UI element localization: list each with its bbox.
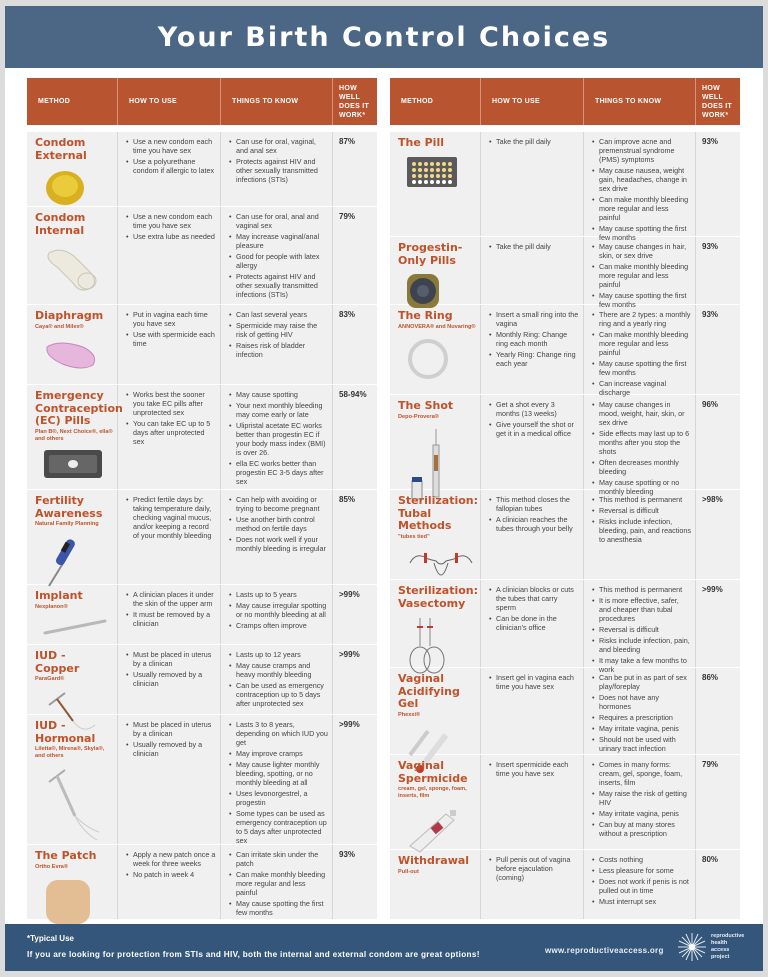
how-to-use-item: • Use extra lube as needed [126, 232, 216, 241]
things-to-know-item: • Raises risk of bladder infection [229, 341, 328, 359]
things-to-know-cell [584, 237, 696, 309]
things-to-know-item: • Can increase vaginal discharge [592, 379, 691, 397]
diaphragm-icon [43, 337, 113, 375]
things-to-know-item: • Should not be used with urinary tract infection [592, 735, 691, 753]
how-to-use-cell [481, 395, 584, 489]
how-to-use-cell [118, 207, 221, 304]
things-to-know-item: • Use another birth control method on fertile days [229, 515, 328, 533]
how-to-use-cell [481, 490, 584, 579]
how-to-use-item: • Works best the sooner you take EC pills after unprotected sex [126, 390, 216, 417]
table-row [390, 305, 740, 395]
things-to-know-cell [584, 755, 696, 849]
things-to-know-item: • Must interrupt sex [592, 897, 691, 906]
things-to-know-item: • Can irritate skin under the patch [229, 850, 328, 868]
how-to-use-item: • A clinician reaches the tubes through your belly [489, 515, 579, 533]
things-to-know-cell [584, 395, 696, 496]
effectiveness-rate: >99% [702, 585, 723, 594]
how-to-use-cell [118, 132, 221, 206]
things-to-know-item: • Cramps often improve [229, 621, 328, 630]
method-name: Condom Internal [35, 211, 86, 237]
things-to-know-item: • It may take a few months to work [592, 656, 691, 674]
things-to-know-item: • Ulipristal acetate EC works better than progestin EC if your body mass index (BMI) is over 26. [229, 421, 328, 457]
condom-internal-icon [43, 243, 113, 295]
ec-pill-pack-icon [43, 449, 113, 481]
effectiveness-rate: 96% [702, 400, 719, 409]
method-name: Withdrawal [398, 854, 470, 867]
how-to-use-item: • Usually removed by a clinician [126, 740, 216, 758]
method-cell [390, 850, 481, 919]
how-to-use-cell [118, 845, 221, 919]
how-to-use-item: • Pull penis out of vagina before ejaculation (coming) [489, 855, 579, 882]
things-to-know-item: • ella EC works better than progestin EC 3-5 days after sex [229, 459, 328, 486]
header-how-to-use: HOW TO USE [118, 78, 221, 125]
how-to-use-item: • Monthly Ring: Change ring each month [489, 330, 579, 348]
table-row [390, 132, 740, 242]
method-name: Sterilization: Vasectomy [398, 584, 479, 610]
method-cell [390, 580, 481, 667]
how-to-use-cell [118, 385, 221, 489]
page [5, 6, 763, 971]
how-to-use-item: • Predict fertile days by: taking temperature daily, checking vaginal mucus, and/or keeping a record of your monthly bleeding [126, 495, 216, 540]
things-to-know-item: • Lasts up to 12 years [229, 650, 328, 659]
things-to-know-item: • Uses levonorgestrel, a progestin [229, 789, 328, 807]
things-to-know-item: • Can use for oral, anal and vaginal sex [229, 212, 328, 230]
things-to-know-item: • Side effects may last up to 6 months after you stop the shots [592, 429, 691, 456]
how-to-use-cell [481, 755, 584, 849]
method-brand: Natural Family Planning [35, 521, 99, 527]
how-to-use-item: • Use with spermicide each time [126, 330, 216, 348]
things-to-know-item: • Can use for oral, vaginal, and anal sex [229, 137, 328, 155]
how-to-use-item: • Must be placed in uterus by a clinican [126, 720, 216, 738]
things-to-know-item: • May irritate vagina, penis [592, 809, 691, 818]
method-brand: Ortho Evra® [35, 863, 69, 870]
things-to-know-item: • May improve cramps [229, 749, 328, 758]
things-to-know-item: • Some types can be used as emergency contraception up to 5 days after unprotected sex [229, 809, 328, 845]
how-to-use-cell [118, 585, 221, 644]
table-row [27, 645, 377, 715]
table-body [390, 132, 740, 920]
method-brand: Depo-Provera® [398, 413, 439, 420]
things-to-know-item: • May cause spotting the first few months [592, 359, 691, 377]
things-to-know-item: • May irritate vagina, penis [592, 724, 691, 733]
how-to-use-item: • Must be placed in uterus by a clinican [126, 650, 216, 668]
header-how-to-use: HOW TO USE [481, 78, 584, 125]
method-brand: ANNOVERA® and Nuvaring® [398, 323, 476, 330]
things-to-know-item: • Reversal is difficult [592, 506, 691, 515]
method-name: IUD - Hormonal [35, 719, 96, 745]
implant-rod-icon [43, 617, 113, 639]
header-method: METHOD [390, 78, 481, 125]
method-brand: Liletta®, Mirena®, Skyla®, and others [35, 746, 105, 759]
things-to-know-cell [221, 845, 333, 919]
things-to-know-cell [584, 490, 696, 579]
how-to-use-item: • No patch in week 4 [126, 870, 216, 879]
table-row [27, 305, 377, 385]
effectiveness-rate: 93% [702, 242, 719, 251]
how-to-use-item: • Use a new condom each time you have sex [126, 137, 216, 155]
how-to-use-cell [481, 668, 584, 754]
things-to-know-item: • Can be used as emergency contraception up to 5 days after unprotected sex [229, 681, 328, 708]
table-row [27, 715, 377, 845]
things-to-know-cell [221, 490, 333, 584]
method-cell [390, 755, 481, 849]
things-to-know-item: • Can last several years [229, 310, 328, 319]
things-to-know-cell [221, 132, 333, 206]
thermometer-icon [43, 534, 113, 592]
things-to-know-item: • There are 2 types: a monthly ring and a yearly ring [592, 310, 691, 328]
header-method: METHOD [27, 78, 118, 125]
how-to-use-item: • Get a shot every 3 months (13 weeks) [489, 400, 579, 418]
things-to-know-item: • May cause spotting the first few months [229, 899, 328, 917]
method-cell [27, 645, 118, 714]
things-to-know-item: • This method is permanent [592, 495, 691, 504]
method-cell [27, 305, 118, 384]
method-cell [390, 490, 481, 579]
table-row [27, 490, 377, 585]
things-to-know-item: • May cause lighter monthly bleeding, spotting, or no monthly bleeding at all [229, 760, 328, 787]
how-to-use-item: • Put in vagina each time you have sex [126, 310, 216, 328]
method-brand: "tubes tied" [398, 533, 430, 540]
things-to-know-item: • Less pleasure for some [592, 866, 691, 875]
method-brand: Plan B®, Next Choice®, ella® and others [35, 428, 113, 442]
table-body [27, 132, 377, 920]
header-effectiveness: HOW WELL DOES IT WORK* [702, 84, 733, 119]
effectiveness-rate: 79% [702, 760, 719, 769]
things-to-know-item: • Can make monthly bleeding more regular and less painful [592, 330, 691, 357]
things-to-know-item: • Can improve acne and premenstrual syndrome (PMS) symptoms [592, 137, 691, 164]
things-to-know-item: • Your next monthly bleeding may come early or late [229, 401, 328, 419]
things-to-know-item: • Can help with avoiding or trying to become pregnant [229, 495, 328, 513]
how-to-use-item: • It must be removed by a clinician [126, 610, 216, 628]
table-row [390, 668, 740, 755]
things-to-know-cell [584, 668, 696, 754]
method-brand: cream, gel, sponge, foam, inserts, film [398, 786, 467, 799]
method-cell [390, 305, 481, 394]
website-link[interactable]: www.reproductiveaccess.org [545, 946, 664, 955]
method-brand: ParaGard® [35, 676, 65, 682]
condom-external-icon [43, 168, 113, 210]
things-to-know-cell [221, 305, 333, 384]
method-cell [27, 715, 118, 844]
how-to-use-item: • Yearly Ring: Change ring each year [489, 350, 579, 368]
things-to-know-item: • May cause spotting the first few months [592, 224, 691, 242]
method-cell [390, 668, 481, 754]
how-to-use-item: • Take the pill daily [489, 242, 579, 251]
header-effectiveness: HOW WELL DOES IT WORK* [339, 84, 370, 119]
method-name: Condom External [35, 136, 87, 162]
effectiveness-rate: >98% [702, 495, 723, 504]
how-to-use-cell [481, 305, 584, 394]
method-name: Diaphragm [35, 309, 104, 322]
method-brand: Phexxi® [398, 711, 421, 718]
method-cell [27, 490, 118, 584]
table-row [390, 580, 740, 674]
things-to-know-cell [584, 580, 696, 674]
footnote: *Typical Use [27, 934, 74, 943]
method-cell [27, 385, 123, 489]
effectiveness-rate: >99% [339, 650, 360, 659]
effectiveness-rate: >99% [339, 720, 360, 729]
effectiveness-rate: 80% [702, 855, 719, 864]
method-name: Vaginal Acidifying Gel [398, 672, 460, 710]
how-to-use-cell [118, 715, 221, 844]
things-to-know-item: • May cause spotting [229, 390, 328, 399]
vaginal-ring-icon [406, 337, 476, 383]
things-to-know-cell [221, 645, 333, 714]
things-to-know-item: • Can make monthly bleeding more regular and less painful [229, 870, 328, 897]
how-to-use-item: • Insert a small ring into the vagina [489, 310, 579, 328]
effectiveness-rate: 93% [339, 850, 356, 859]
spermicide-tube-icon [406, 806, 476, 856]
how-to-use-item: • You can take EC up to 5 days after unprotected sex [126, 419, 216, 446]
method-brand: Pull-out [398, 868, 419, 875]
how-to-use-item: • Can be done in the clinician's office [489, 614, 579, 632]
things-to-know-item: • Does not have any hormones [592, 693, 691, 711]
effectiveness-rate: >99% [339, 590, 360, 599]
things-to-know-item: • May cause changes in mood, weight, hair, skin, or sex drive [592, 400, 691, 427]
method-cell [390, 395, 481, 489]
page-title: Your Birth Control Choices [157, 21, 611, 53]
table-row [390, 237, 740, 309]
method-cell [27, 207, 118, 304]
things-to-know-item: • Risks include infection, pain, and bleeding [592, 636, 691, 654]
things-to-know-item: • May cause changes in hair, skin, or sex drive [592, 242, 691, 260]
table-row [27, 132, 377, 207]
method-name: Implant [35, 589, 83, 602]
effectiveness-rate: 85% [339, 495, 356, 504]
how-to-use-cell [118, 490, 221, 584]
method-brand: Nexplanon® [35, 603, 68, 610]
things-to-know-item: • Does not work well if your monthly bleeding is irregular [229, 535, 328, 553]
header-things-to-know: THINGS TO KNOW [584, 78, 696, 125]
patch-icon [43, 877, 113, 929]
how-to-use-item: • Usually removed by a clinician [126, 670, 216, 688]
effectiveness-rate: 93% [702, 310, 719, 319]
things-to-know-item: • Spermicide may raise the risk of getting HIV [229, 321, 328, 339]
how-to-use-cell [118, 305, 221, 384]
things-to-know-cell [584, 132, 696, 242]
effectiveness-rate: 58-94% [339, 390, 367, 399]
table-row [390, 755, 740, 850]
method-cell [390, 132, 481, 236]
how-to-use-cell [481, 237, 584, 304]
method-name: Progestin-Only Pills [398, 241, 463, 267]
things-to-know-cell [221, 385, 333, 489]
things-to-know-cell [221, 585, 333, 644]
table-header [27, 78, 377, 125]
method-name: The Ring [398, 309, 453, 322]
method-name: The Shot [398, 399, 454, 412]
things-to-know-item: • May increase vaginal/anal pleasure [229, 232, 328, 250]
things-to-know-item: • Protects against HIV and other sexually transmitted infections (STIs) [229, 272, 328, 299]
table-row [390, 395, 740, 496]
things-to-know-item: • Can be put in as part of sex play/foreplay [592, 673, 691, 691]
things-to-know-cell [221, 207, 333, 304]
things-to-know-item: • Can buy at many stores without a prescription [592, 820, 691, 838]
things-to-know-item: • May cause cramps and heavy monthly bleeding [229, 661, 328, 679]
things-to-know-item: • Good for people with latex allergy [229, 252, 328, 270]
things-to-know-item: • This method is permanent [592, 585, 691, 594]
effectiveness-rate: 79% [339, 212, 356, 221]
how-to-use-item: • Take the pill daily [489, 137, 579, 146]
things-to-know-cell [221, 715, 333, 844]
method-cell [27, 132, 118, 206]
methods-table-right [390, 78, 740, 920]
footer [5, 924, 763, 971]
things-to-know-item: • May cause spotting or no monthly bleeding [592, 478, 691, 496]
table-row [390, 490, 740, 580]
things-to-know-item: • Reversal is difficult [592, 625, 691, 634]
things-to-know-item: • Risks include infection, bleeding, pain, and reactions to anesthesia [592, 517, 691, 544]
title-banner [5, 6, 763, 68]
iud-hormonal-icon [43, 766, 113, 848]
how-to-use-item: • Insert spermicide each time you have sex [489, 760, 579, 778]
how-to-use-item: • A clinician places it under the skin of the upper arm [126, 590, 216, 608]
things-to-know-item: • Can make monthly bleeding more regular and less painful [592, 195, 691, 222]
things-to-know-item: • Comes in many forms: cream, gel, sponge, foam, inserts, film [592, 760, 691, 787]
how-to-use-item: • This method closes the fallopian tubes [489, 495, 579, 513]
how-to-use-item: • Use a new condom each time you have sex [126, 212, 216, 230]
things-to-know-item: • May cause irregular spotting or no monthly bleeding at all [229, 601, 328, 619]
method-name: The Patch [35, 849, 97, 862]
how-to-use-item: • Apply a new patch once a week for three weeks [126, 850, 216, 868]
table-row [27, 385, 377, 490]
effectiveness-rate: 87% [339, 137, 356, 146]
things-to-know-cell [584, 850, 696, 919]
method-name: Fertility Awareness [35, 494, 103, 520]
effectiveness-rate: 86% [702, 673, 719, 682]
method-name: Sterilization: Tubal Methods [398, 494, 479, 532]
effectiveness-rate: 83% [339, 310, 356, 319]
how-to-use-cell [118, 645, 221, 714]
things-to-know-item: • Lasts up to 5 years [229, 590, 328, 599]
how-to-use-item: • Give yourself the shot or get it in a medical office [489, 420, 579, 438]
how-to-use-cell [481, 132, 584, 236]
table-row [390, 850, 740, 920]
how-to-use-cell [481, 850, 584, 919]
things-to-know-item: • Does not work if penis is not pulled out in time [592, 877, 691, 895]
table-row [27, 207, 377, 305]
things-to-know-item: • Lasts 3 to 8 years, depending on which IUD you get [229, 720, 328, 747]
footer-message: If you are looking for protection from STIs and HIV, both the internal and external condom are great options! [27, 950, 480, 959]
org-name: reproductive health access project [711, 933, 745, 960]
how-to-use-item: • Insert gel in vagina each time you have sex [489, 673, 579, 691]
method-brand: Caya® and Milex® [35, 323, 84, 330]
things-to-know-cell [584, 305, 696, 397]
table-row [27, 845, 377, 920]
things-to-know-item: • Requires a prescription [592, 713, 691, 722]
things-to-know-item: • May cause spotting the first few months [592, 291, 691, 309]
method-name: The Pill [398, 136, 444, 149]
method-name: Vaginal Spermicide [398, 759, 468, 785]
header-things-to-know: THINGS TO KNOW [221, 78, 333, 125]
things-to-know-item: • Costs nothing [592, 855, 691, 864]
pill-pack-icon [406, 156, 476, 190]
methods-table-left [27, 78, 377, 920]
things-to-know-item: • May cause nausea, weight gain, headaches, change in sex drive [592, 166, 691, 193]
method-name: IUD - Copper [35, 649, 80, 675]
how-to-use-item: • Use a polyurethane condom if allergic to latex [126, 157, 216, 175]
table-header [390, 78, 740, 125]
method-name: Emergency Contraception (EC) Pills [35, 389, 123, 427]
things-to-know-item: • Often decreases monthly bleeding [592, 458, 691, 476]
how-to-use-item: • A clinician blocks or cuts the tubes that carry sperm [489, 585, 579, 612]
method-cell [27, 845, 118, 919]
sunburst-logo-icon [677, 932, 707, 962]
things-to-know-item: • Can make monthly bleeding more regular and less painful [592, 262, 691, 289]
table-row [27, 585, 377, 645]
things-to-know-item: • May raise the risk of getting HIV [592, 789, 691, 807]
method-cell [27, 585, 118, 644]
things-to-know-item: • It is more effective, safer, and cheaper than tubal procedures [592, 596, 691, 623]
how-to-use-cell [481, 580, 584, 667]
things-to-know-item: • Protects against HIV and other sexually transmitted infections (STIs) [229, 157, 328, 184]
effectiveness-rate: 93% [702, 137, 719, 146]
method-cell [390, 237, 481, 304]
